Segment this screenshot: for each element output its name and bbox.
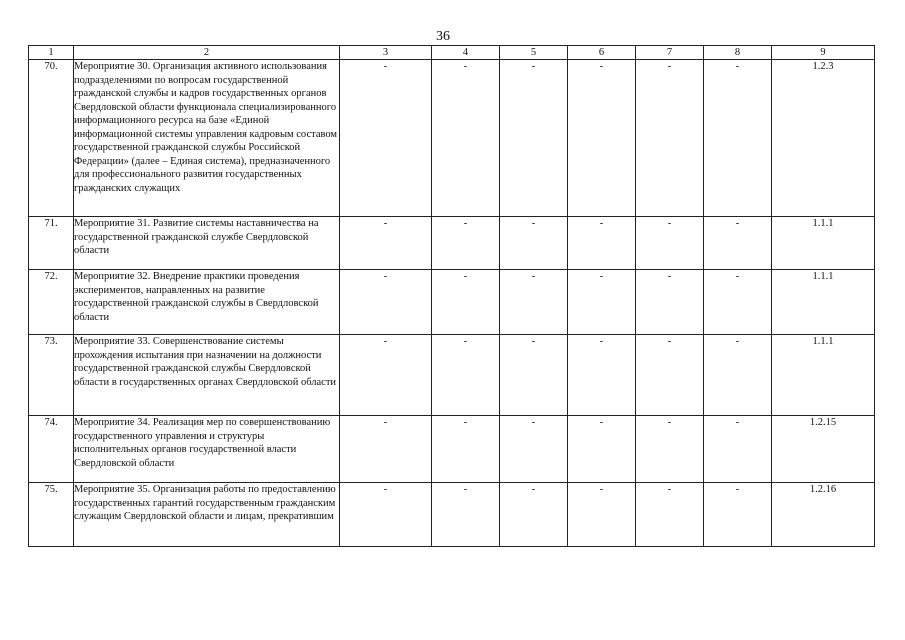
table-cell: - (432, 483, 500, 547)
page-number: 36 (436, 29, 450, 44)
table-cell: - (636, 60, 704, 217)
measure-description: Мероприятие 34. Реализация мер по совершенствованию государственного управления и структуры исполнительных органов государственной власти Свердловской области (74, 416, 340, 483)
table-cell: - (568, 416, 636, 483)
table-cell: - (432, 60, 500, 217)
table-cell: - (340, 335, 432, 416)
measure-description: Мероприятие 32. Внедрение практики проведения экспериментов, направленных на развитие государственной гражданской службы в Свердловской области (74, 270, 340, 335)
table-row (29, 416, 875, 483)
indicator-code: 1.2.3 (772, 60, 875, 217)
table-cell: - (636, 483, 704, 547)
column-header: 4 (432, 46, 500, 60)
table-row (29, 335, 875, 416)
table-cell: - (704, 217, 772, 270)
table-header-row (29, 46, 875, 60)
table-cell: - (704, 270, 772, 335)
column-header: 7 (636, 46, 704, 60)
table-cell: - (568, 335, 636, 416)
column-header: 9 (772, 46, 875, 60)
column-header: 6 (568, 46, 636, 60)
table-cell: - (340, 60, 432, 217)
table-cell: - (568, 60, 636, 217)
column-header: 8 (704, 46, 772, 60)
column-header: 2 (74, 46, 340, 60)
table-cell: - (340, 483, 432, 547)
table-cell: - (568, 483, 636, 547)
table-cell: - (704, 335, 772, 416)
indicator-code: 1.2.16 (772, 483, 875, 547)
table-cell: - (704, 416, 772, 483)
table-cell: - (340, 217, 432, 270)
table-cell: - (432, 416, 500, 483)
measure-description: Мероприятие 31. Развитие системы наставничества на государственной гражданской службе Свердловской области (74, 217, 340, 270)
indicator-code: 1.2.15 (772, 416, 875, 483)
indicator-code: 1.1.1 (772, 335, 875, 416)
measures-table (28, 45, 875, 547)
table-cell: - (432, 270, 500, 335)
indicator-code: 1.1.1 (772, 270, 875, 335)
table-cell: - (636, 335, 704, 416)
table-cell: - (636, 270, 704, 335)
table-cell: - (432, 335, 500, 416)
table-row (29, 270, 875, 335)
row-number: 74. (29, 416, 74, 483)
table-cell: - (432, 217, 500, 270)
row-number: 72. (29, 270, 74, 335)
table-cell: - (340, 416, 432, 483)
table-cell: - (704, 60, 772, 217)
table-cell: - (500, 270, 568, 335)
table-cell: - (704, 483, 772, 547)
row-number: 71. (29, 217, 74, 270)
table-cell: - (500, 416, 568, 483)
column-header: 5 (500, 46, 568, 60)
row-number: 75. (29, 483, 74, 547)
row-number: 73. (29, 335, 74, 416)
table-cell: - (636, 416, 704, 483)
table-row (29, 483, 875, 547)
table-cell: - (500, 483, 568, 547)
measure-description: Мероприятие 35. Организация работы по предоставлению государственных гарантий государственным гражданским служащим Свердловской области и лицам, прекратившим (74, 483, 340, 547)
indicator-code: 1.1.1 (772, 217, 875, 270)
table-cell: - (500, 60, 568, 217)
column-header: 3 (340, 46, 432, 60)
table-cell: - (340, 270, 432, 335)
table-cell: - (636, 217, 704, 270)
table-cell: - (568, 217, 636, 270)
column-header: 1 (29, 46, 74, 60)
table-cell: - (500, 335, 568, 416)
measure-description: Мероприятие 30. Организация активного использования подразделениями по вопросам государственной гражданской службы и кадров государственных органов Свердловской области функционала специализированного информационного ресурса на базе «Единой информационной системы управления кадровым составом государственной гражданской службы Российской Федерации» (далее – Единая система), предназначенного для профессионального развития государственных гражданских служащих (74, 60, 340, 217)
table-row (29, 60, 875, 217)
table-cell: - (568, 270, 636, 335)
table-row (29, 217, 875, 270)
measure-description: Мероприятие 33. Совершенствование системы прохождения испытания при назначении на должности государственной гражданской службы Свердловской области в государственных органах Свердловской области (74, 335, 340, 416)
row-number: 70. (29, 60, 74, 217)
table-cell: - (500, 217, 568, 270)
